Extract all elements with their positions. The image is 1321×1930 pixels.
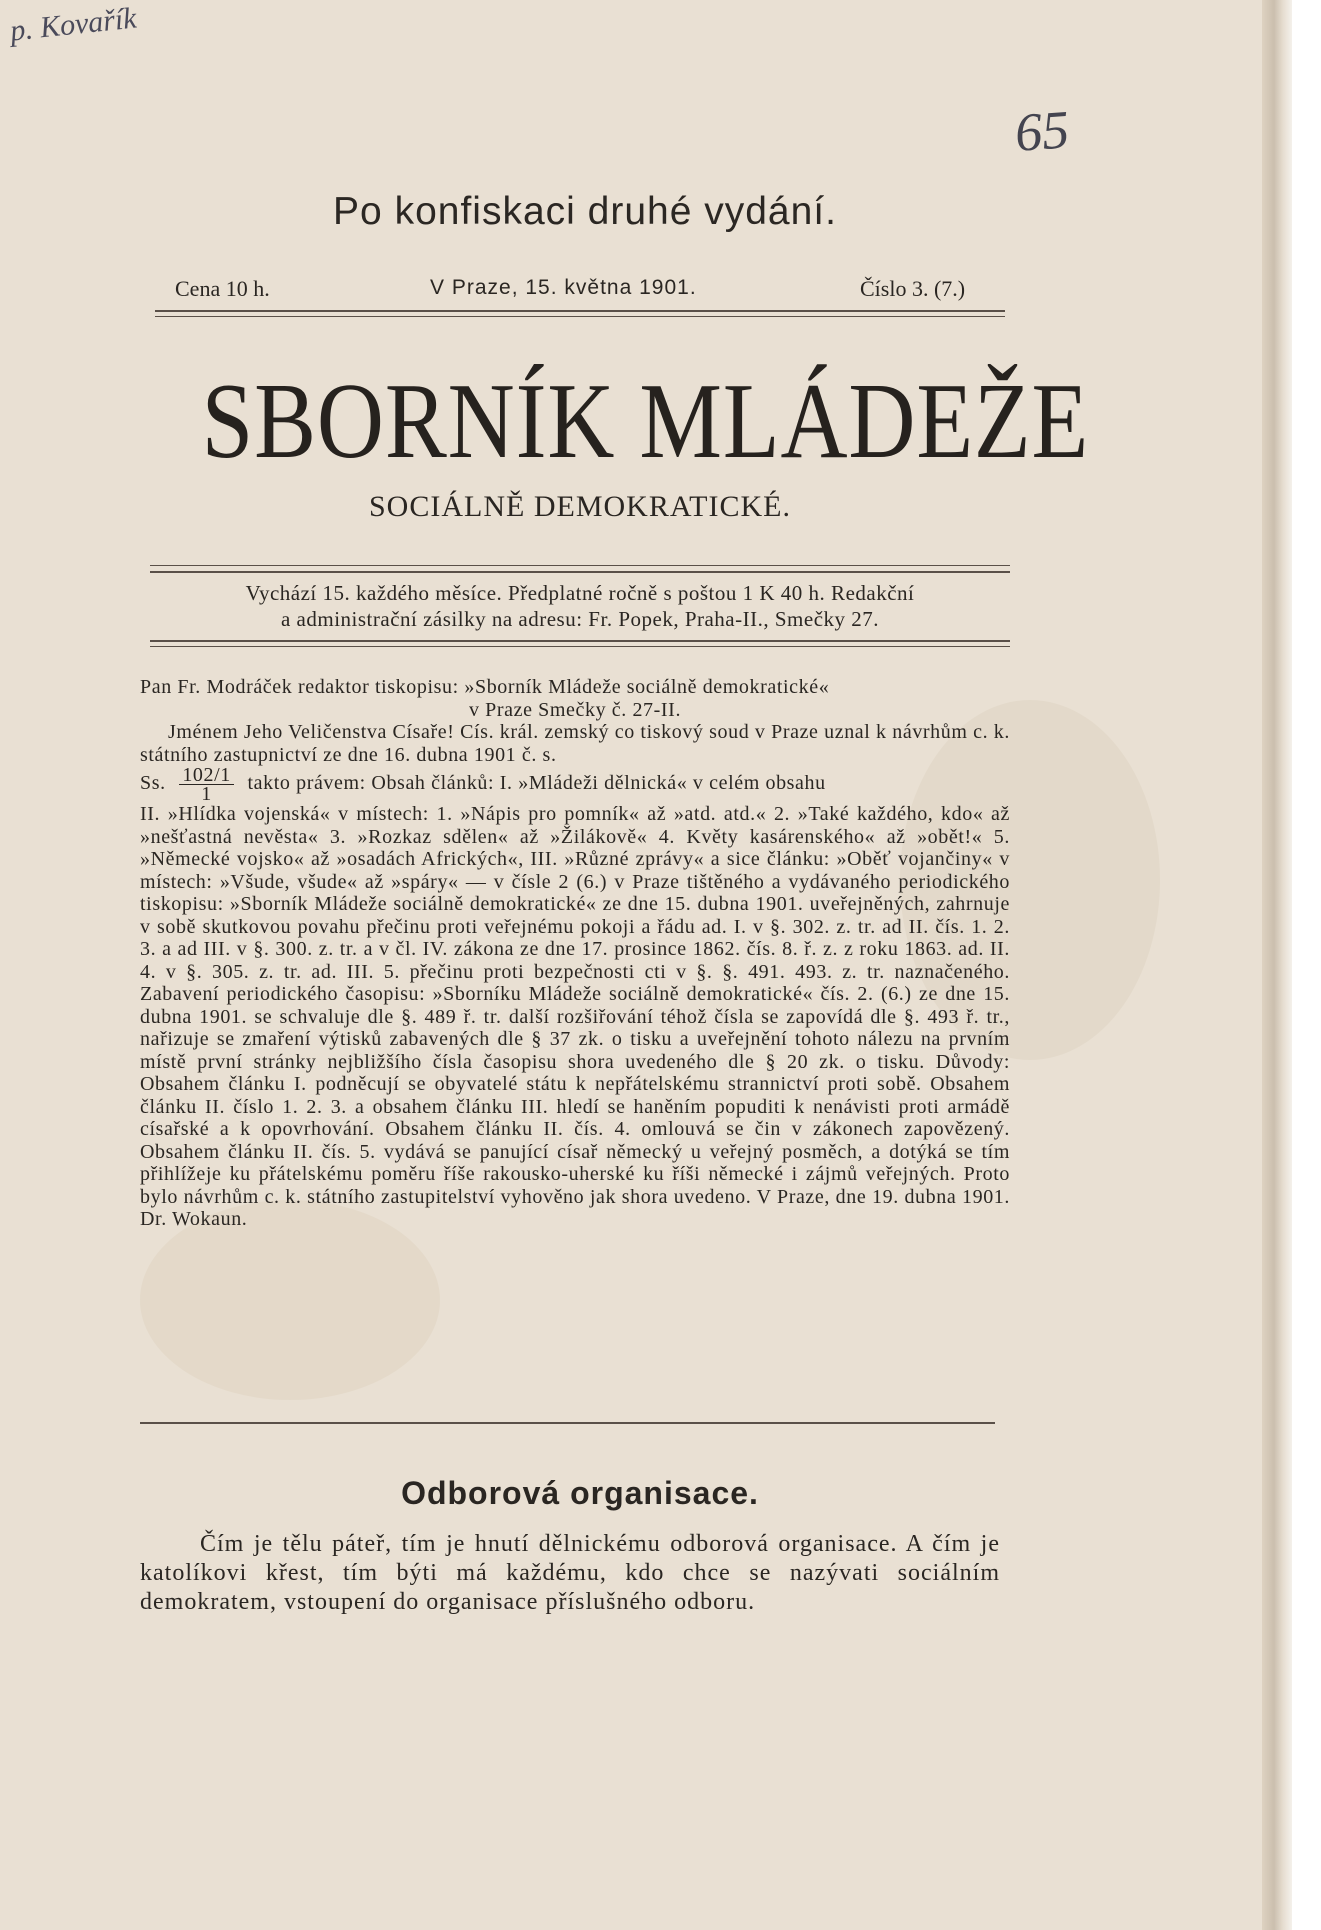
sign-prefix: Ss. xyxy=(140,772,166,795)
handwritten-owner-note: p. Kovařík xyxy=(8,1,138,48)
verdict-body: II. »Hlídka vojenská« v místech: 1. »Nápis pro pomník« až »atd. atd.« 2. »Také každého, kdo« až »nešťastná nevěsta« 3. »Rozkaz sdělen« až »Žilákově« 4. Květy kasárenského« až »obět!« 5. »Německé vojsko« až »osadách Afrických«, III. »Různé zprávy« a sice článku: »Oběť vojančiny« v místech: »Všude, všude« až »spáry« — v čísle 2 (6.) v Praze tištěného a vydávaného periodického tiskopisu: »Sborník Mládeže sociálně demokratické« ze dne 15. dubna 1901. uveřejněných, zahrnuje v sobě skutkovou povahu přečinu proti veřejnému pokoji a řádu ad. I. v §. 302. z. tr. ad II. čís. 1. 2. 3. a ad III. v §. 300. z. tr. a v čl. IV. zákona ze dne 17. prosince 1862. čís. 8. ř. z. z roku 1863. ad. II. 4. v §. 305. z. tr. ad. III. 5. přečinu proti bezpečnosti cti v §. §. 491. 493. z. tr. naznačeného. Zabavení periodického časopisu: »Sborníku Mládeže sociálně demokratické« čís. 2. (6.) ze dne 15. dubna 1901. se schvaluje dle §. 489 ř. tr. další rozšiřování téhož čísla se zapovídá dle §. 493 ř. tr., nařizuje se zmaření výtisků zabavených dle § 37 zk. o tisku a uveřejnění tohoto nálezu na prvním místě první stránky nejbližšího čísla časopisu shora uvedeného dle § 20 zk. o tisku. Důvody: Obsahem článku I. podněcují se obyvatelé státu k nepřátelskému strannictví proti sobě. Obsahem článku II. číslo 1. 2. 3. a obsahem článku III. hledí se haněním popuditi k nenávisti proti armádě císařské a k opovrhování. Obsahem článku II. čís. 4. omlouvá se čin v zákonech zapovězený. Obsahem článku II. čís. 5. vydává se panující císař německý u veřejný posměch, a dotýká se tím přihlížeje ku přátelskému poměru říše rakousko-uherské ku říši německé i zájmů veřejných. Proto bylo návrhům c. k. státního zastupitelství vyhověno jak shora uvedeno. V Praze, dne 19. dubna 1901. Dr. Wokaun. xyxy=(140,803,1010,1230)
masthead-subtitle: SOCIÁLNĚ DEMOKRATICKÉ. xyxy=(369,490,791,523)
addressee-line: Pan Fr. Modráček redaktor tiskopisu: »Sborník Mládeže sociálně demokratické« xyxy=(140,676,830,698)
info-bar xyxy=(150,272,1010,306)
article-paragraph: Čím je tělu páteř, tím je hnutí dělnickému odborová organisace. A čím je katolíkovi křest, tím býti má každému, kdo chce se nazývati sociálním demokratem, vstoupení do organisace příslušného odboru. xyxy=(140,1531,1000,1615)
article-title: Odborová organisace. xyxy=(401,1475,759,1511)
subscription-info xyxy=(150,580,1010,632)
verdict-text: takto právem: Obsah článků: I. »Mládeži dělnická« v celém obsahu xyxy=(247,772,826,795)
divider xyxy=(150,565,1010,566)
reprint-notice: Po konfiskaci druhé vydání. xyxy=(333,190,837,233)
verdict-intro: Jménem Jeho Veličenstva Císaře! Cís. král. zemský co tiskový soud v Praze uznal k návrhům c. k. státního zastupnictví ze dne 16. dubna 1901 č. s. xyxy=(140,721,1011,766)
verdict-sign-line xyxy=(140,766,1010,803)
issue-date: V Praze, 15. května 1901. xyxy=(430,276,697,299)
confiscation-notice xyxy=(140,676,1010,1231)
divider xyxy=(155,316,1005,317)
divider xyxy=(140,1422,995,1424)
addressee-address: v Praze Smečky č. 27-II. xyxy=(468,698,682,721)
subscription-line: a administrační zásilky na adresu: Fr. Popek, Praha-II., Smečky 27. xyxy=(280,607,880,631)
price: Cena 10 h. xyxy=(175,276,270,301)
divider xyxy=(150,571,1010,573)
divider xyxy=(155,310,1005,312)
masthead-title: SBORNÍK MLÁDEŽE xyxy=(201,362,1090,481)
article-body xyxy=(140,1530,1000,1617)
subscription-line: Vychází 15. každého měsíce. Předplatné ročně s poštou 1 K 40 h. Redakční xyxy=(245,581,915,605)
divider xyxy=(150,640,1010,642)
page-edge xyxy=(1262,0,1292,1930)
handwritten-number: 65 xyxy=(1012,99,1072,163)
fraction-denominator: 1 xyxy=(201,783,212,805)
fraction-numerator: 102/1 xyxy=(179,766,234,785)
issue-number: Číslo 3. (7.) xyxy=(860,276,966,301)
file-fraction xyxy=(179,766,234,803)
divider xyxy=(150,646,1010,647)
